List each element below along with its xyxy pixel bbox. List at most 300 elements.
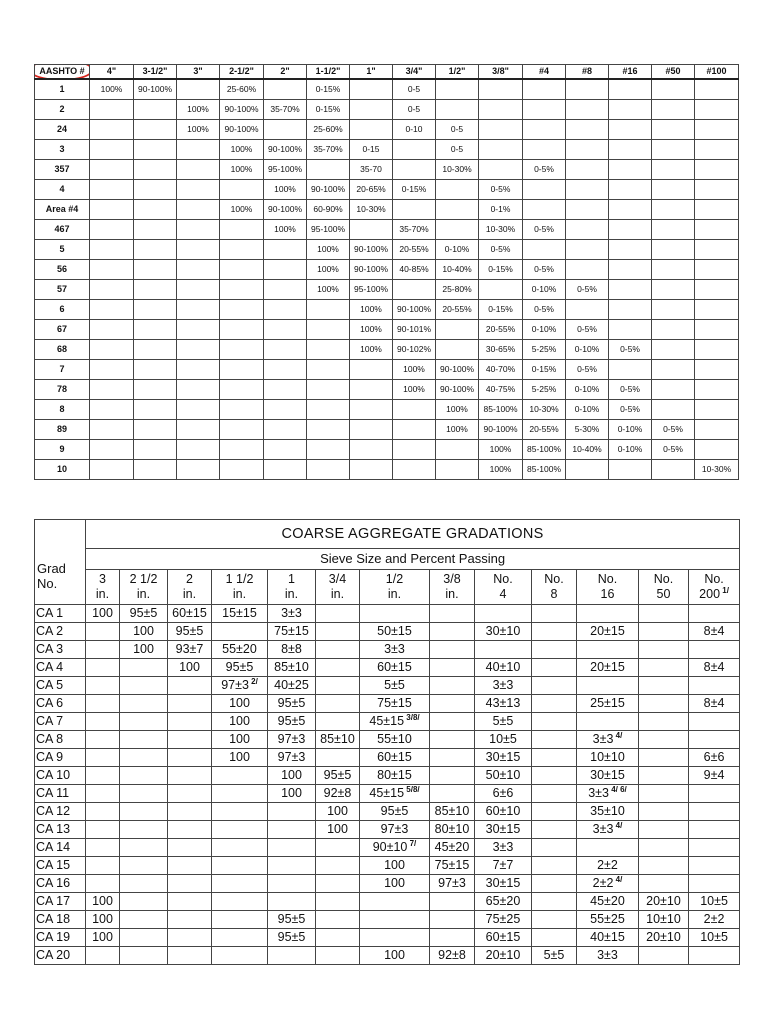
percent-cell bbox=[523, 180, 566, 200]
table-row bbox=[35, 360, 739, 380]
percent-cell bbox=[695, 180, 739, 200]
percent-passing-cell bbox=[532, 659, 577, 677]
percent-passing-cell: 95±5 bbox=[268, 695, 316, 713]
percent-passing-cell bbox=[316, 713, 360, 731]
aashto-number-cell: 6 bbox=[35, 300, 90, 320]
percent-cell: 0-15% bbox=[393, 180, 436, 200]
percent-cell: 35-70% bbox=[307, 140, 350, 160]
percent-cell bbox=[523, 100, 566, 120]
percent-cell bbox=[652, 160, 695, 180]
percent-passing-cell bbox=[120, 659, 168, 677]
percent-cell bbox=[652, 240, 695, 260]
percent-passing-cell bbox=[532, 821, 577, 839]
percent-passing-cell bbox=[212, 821, 268, 839]
percent-passing-cell bbox=[212, 857, 268, 875]
table-row bbox=[35, 320, 739, 340]
percent-cell bbox=[177, 300, 220, 320]
sieve-size-top: 3/4 bbox=[328, 572, 347, 586]
percent-passing-cell: 45±20 bbox=[577, 893, 639, 911]
percent-cell: 25-80% bbox=[436, 280, 479, 300]
percent-cell: 100% bbox=[350, 300, 393, 320]
percent-passing-cell bbox=[577, 677, 639, 695]
aashto-number-cell: 56 bbox=[35, 260, 90, 280]
percent-cell: 25-60% bbox=[307, 120, 350, 140]
percent-cell bbox=[134, 420, 177, 440]
sieve-size-bottom: in. bbox=[182, 587, 197, 601]
percent-cell bbox=[652, 260, 695, 280]
sieve-column-header: #8 bbox=[566, 65, 609, 80]
percent-cell bbox=[90, 240, 134, 260]
aashto-number-cell: 78 bbox=[35, 380, 90, 400]
percent-passing-cell bbox=[639, 803, 689, 821]
percent-cell bbox=[134, 440, 177, 460]
aashto-number-cell: Area #4 bbox=[35, 200, 90, 220]
sieve-column-header: #50 bbox=[652, 65, 695, 80]
sieve-column-header: 4" bbox=[90, 65, 134, 80]
sieve-column-header: 2" bbox=[264, 65, 307, 80]
percent-cell: 0-5% bbox=[652, 420, 695, 440]
percent-passing-cell bbox=[168, 857, 212, 875]
percent-passing-cell bbox=[168, 677, 212, 695]
percent-cell bbox=[264, 120, 307, 140]
percent-passing-cell bbox=[86, 857, 120, 875]
percent-cell: 0-5% bbox=[566, 320, 609, 340]
percent-cell: 0-10% bbox=[523, 320, 566, 340]
percent-cell bbox=[264, 360, 307, 380]
sieve-size-top: No. bbox=[597, 572, 618, 586]
percent-cell: 20-55% bbox=[393, 240, 436, 260]
percent-passing-cell bbox=[639, 821, 689, 839]
percent-cell: 95-100% bbox=[307, 220, 350, 240]
percent-passing-cell bbox=[639, 857, 689, 875]
percent-passing-cell bbox=[475, 641, 532, 659]
percent-cell bbox=[220, 300, 264, 320]
sieve-size-top: 1 bbox=[288, 572, 295, 586]
percent-passing-cell: 6±6 bbox=[689, 749, 740, 767]
percent-cell bbox=[220, 400, 264, 420]
percent-passing-cell: 100 bbox=[212, 713, 268, 731]
percent-cell bbox=[90, 380, 134, 400]
grad-blank-cell bbox=[35, 520, 86, 549]
percent-cell bbox=[134, 220, 177, 240]
sieve-column-header: 3" bbox=[177, 65, 220, 80]
percent-passing-cell: 60±10 bbox=[475, 803, 532, 821]
sieve-size-top: No. bbox=[544, 572, 564, 586]
percent-cell: 60-90% bbox=[307, 200, 350, 220]
percent-passing-cell: 10±10 bbox=[639, 911, 689, 929]
aashto-number-cell: 10 bbox=[35, 460, 90, 480]
percent-passing-cell: 5±5 bbox=[475, 713, 532, 731]
percent-cell: 0-5% bbox=[652, 440, 695, 460]
percent-cell bbox=[566, 120, 609, 140]
percent-cell bbox=[609, 100, 652, 120]
percent-cell bbox=[307, 340, 350, 360]
percent-passing-cell bbox=[360, 929, 430, 947]
sieve-size-bottom: in. bbox=[136, 587, 151, 601]
percent-passing-cell: 25±15 bbox=[577, 695, 639, 713]
table-row bbox=[35, 929, 740, 947]
table-row bbox=[35, 300, 739, 320]
table-row bbox=[35, 605, 740, 623]
percent-passing-cell: 45±20 bbox=[430, 839, 475, 857]
percent-passing-cell bbox=[86, 677, 120, 695]
sieve-size-bottom: 4 bbox=[499, 587, 507, 601]
percent-passing-cell: 75±15 bbox=[430, 857, 475, 875]
percent-cell bbox=[695, 280, 739, 300]
percent-passing-cell: 100 bbox=[86, 929, 120, 947]
percent-passing-cell bbox=[577, 605, 639, 623]
percent-passing-cell bbox=[168, 767, 212, 785]
percent-cell bbox=[609, 180, 652, 200]
sieve-column-header: 3/8" bbox=[479, 65, 523, 80]
percent-passing-cell: 30±15 bbox=[475, 749, 532, 767]
percent-cell bbox=[264, 440, 307, 460]
aashto-number-cell: 1 bbox=[35, 79, 90, 100]
percent-cell: 100% bbox=[264, 220, 307, 240]
percent-cell bbox=[695, 220, 739, 240]
percent-cell bbox=[652, 400, 695, 420]
sieve-size-bottom: in. bbox=[330, 587, 345, 601]
percent-passing-cell: 100 bbox=[212, 731, 268, 749]
percent-cell: 0-5% bbox=[523, 260, 566, 280]
percent-cell bbox=[220, 240, 264, 260]
percent-cell bbox=[90, 100, 134, 120]
sieve-size-header bbox=[86, 570, 120, 605]
aashto-number-cell: 24 bbox=[35, 120, 90, 140]
percent-passing-cell bbox=[86, 839, 120, 857]
percent-cell: 0-10% bbox=[566, 340, 609, 360]
percent-cell bbox=[393, 400, 436, 420]
percent-cell bbox=[220, 380, 264, 400]
percent-passing-cell: 93±7 bbox=[168, 641, 212, 659]
percent-cell: 0-10% bbox=[523, 280, 566, 300]
sieve-column-header: 2-1/2" bbox=[220, 65, 264, 80]
percent-cell bbox=[177, 160, 220, 180]
percent-cell: 90-100% bbox=[479, 420, 523, 440]
percent-cell bbox=[609, 460, 652, 480]
sieve-size-header bbox=[168, 570, 212, 605]
percent-passing-cell bbox=[86, 731, 120, 749]
percent-cell bbox=[436, 200, 479, 220]
percent-cell bbox=[90, 320, 134, 340]
percent-passing-cell bbox=[639, 767, 689, 785]
percent-passing-cell: 20±10 bbox=[639, 929, 689, 947]
sieve-column-header: #16 bbox=[609, 65, 652, 80]
percent-passing-cell: 30±15 bbox=[475, 821, 532, 839]
percent-cell: 100% bbox=[479, 460, 523, 480]
percent-cell bbox=[479, 79, 523, 100]
percent-passing-cell bbox=[639, 749, 689, 767]
percent-passing-cell bbox=[316, 695, 360, 713]
percent-cell bbox=[436, 180, 479, 200]
percent-cell: 0-15% bbox=[307, 100, 350, 120]
percent-passing-cell bbox=[532, 803, 577, 821]
percent-passing-cell bbox=[86, 749, 120, 767]
percent-passing-cell bbox=[212, 893, 268, 911]
percent-passing-cell bbox=[316, 659, 360, 677]
percent-passing-cell bbox=[120, 695, 168, 713]
sieve-size-bottom: in. bbox=[95, 587, 110, 601]
percent-cell: 10-40% bbox=[436, 260, 479, 280]
percent-cell bbox=[566, 300, 609, 320]
percent-cell bbox=[134, 320, 177, 340]
percent-cell: 0-10% bbox=[609, 440, 652, 460]
percent-cell: 20-65% bbox=[350, 180, 393, 200]
percent-cell bbox=[609, 280, 652, 300]
percent-cell bbox=[134, 180, 177, 200]
percent-cell bbox=[264, 79, 307, 100]
percent-passing-cell bbox=[86, 713, 120, 731]
percent-cell bbox=[220, 440, 264, 460]
percent-cell: 0-10% bbox=[566, 380, 609, 400]
percent-passing-cell bbox=[212, 785, 268, 803]
percent-cell: 40-75% bbox=[479, 380, 523, 400]
percent-passing-cell: 40±15 bbox=[577, 929, 639, 947]
percent-passing-cell bbox=[168, 695, 212, 713]
percent-cell bbox=[90, 340, 134, 360]
percent-passing-cell: 95±5 bbox=[268, 713, 316, 731]
percent-cell: 30-65% bbox=[479, 340, 523, 360]
percent-passing-cell: 100 bbox=[120, 641, 168, 659]
percent-passing-cell: 100 bbox=[86, 605, 120, 623]
sieve-column-header: 1/2" bbox=[436, 65, 479, 80]
percent-passing-cell bbox=[532, 875, 577, 893]
sieve-size-bottom: 50 bbox=[656, 587, 671, 601]
percent-cell bbox=[479, 160, 523, 180]
percent-passing-cell bbox=[316, 839, 360, 857]
percent-passing-cell bbox=[86, 767, 120, 785]
percent-passing-cell bbox=[168, 821, 212, 839]
percent-cell bbox=[134, 340, 177, 360]
percent-cell bbox=[220, 280, 264, 300]
grad-no-header: Grad No. bbox=[35, 549, 86, 605]
percent-cell: 0-5% bbox=[566, 360, 609, 380]
percent-cell bbox=[350, 100, 393, 120]
percent-cell bbox=[566, 100, 609, 120]
percent-cell bbox=[90, 400, 134, 420]
table-row bbox=[35, 713, 740, 731]
percent-passing-cell: 40±10 bbox=[475, 659, 532, 677]
percent-passing-cell bbox=[120, 911, 168, 929]
percent-cell: 0-5% bbox=[609, 380, 652, 400]
aashto-number-cell: 5 bbox=[35, 240, 90, 260]
percent-cell bbox=[609, 240, 652, 260]
percent-passing-cell: 100 bbox=[120, 623, 168, 641]
percent-cell: 0-15 bbox=[350, 140, 393, 160]
percent-passing-cell bbox=[639, 875, 689, 893]
percent-cell bbox=[566, 200, 609, 220]
percent-cell: 100% bbox=[264, 180, 307, 200]
percent-cell: 20-55% bbox=[523, 420, 566, 440]
aashto-number-cell: 3 bbox=[35, 140, 90, 160]
grad-number-cell: CA 19 bbox=[35, 929, 86, 947]
percent-cell: 0-5 bbox=[393, 79, 436, 100]
percent-cell: 0-1% bbox=[479, 200, 523, 220]
percent-cell bbox=[652, 360, 695, 380]
table-row bbox=[35, 260, 739, 280]
percent-passing-cell bbox=[430, 785, 475, 803]
percent-cell bbox=[652, 79, 695, 100]
sieve-size-top: 2 1/2 bbox=[129, 572, 158, 586]
percent-passing-cell bbox=[689, 857, 740, 875]
percent-cell: 100% bbox=[436, 420, 479, 440]
percent-cell bbox=[90, 440, 134, 460]
percent-cell bbox=[220, 340, 264, 360]
percent-cell: 90-101% bbox=[393, 320, 436, 340]
percent-cell: 100% bbox=[220, 160, 264, 180]
percent-cell bbox=[652, 340, 695, 360]
table-row bbox=[35, 839, 740, 857]
percent-passing-cell bbox=[212, 875, 268, 893]
percent-cell bbox=[652, 460, 695, 480]
percent-passing-cell: 80±10 bbox=[430, 821, 475, 839]
percent-passing-cell bbox=[639, 605, 689, 623]
percent-passing-cell: 85±10 bbox=[430, 803, 475, 821]
percent-passing-cell bbox=[689, 803, 740, 821]
percent-cell: 85-100% bbox=[523, 440, 566, 460]
percent-cell: 90-100% bbox=[220, 120, 264, 140]
percent-cell bbox=[350, 400, 393, 420]
percent-cell: 0-5 bbox=[393, 100, 436, 120]
percent-passing-cell: 92±8 bbox=[430, 947, 475, 965]
percent-cell bbox=[695, 400, 739, 420]
percent-passing-cell: 100 bbox=[268, 767, 316, 785]
aashto-number-cell: 67 bbox=[35, 320, 90, 340]
percent-passing-cell: 100 bbox=[268, 785, 316, 803]
percent-cell bbox=[436, 440, 479, 460]
sieve-column-header: #4 bbox=[523, 65, 566, 80]
percent-cell bbox=[566, 260, 609, 280]
percent-passing-cell: 75±15 bbox=[360, 695, 430, 713]
percent-cell bbox=[350, 380, 393, 400]
percent-cell bbox=[652, 280, 695, 300]
highlight-circle bbox=[35, 65, 90, 80]
table-title: COARSE AGGREGATE GRADATIONS bbox=[86, 520, 740, 549]
sieve-size-bottom: 16 bbox=[600, 587, 615, 601]
percent-cell bbox=[393, 440, 436, 460]
table-row bbox=[35, 200, 739, 220]
table-row bbox=[35, 100, 739, 120]
percent-cell bbox=[436, 220, 479, 240]
percent-passing-cell: 97±3 bbox=[268, 731, 316, 749]
percent-passing-cell bbox=[316, 605, 360, 623]
percent-passing-cell: 35±10 bbox=[577, 803, 639, 821]
percent-passing-cell bbox=[577, 839, 639, 857]
percent-cell bbox=[90, 460, 134, 480]
table-row bbox=[35, 460, 739, 480]
percent-passing-cell: 100 bbox=[212, 749, 268, 767]
percent-passing-cell: 55±10 bbox=[360, 731, 430, 749]
percent-passing-cell: 97±3 bbox=[430, 875, 475, 893]
table-row bbox=[35, 623, 740, 641]
percent-cell: 10-30% bbox=[436, 160, 479, 180]
percent-cell: 10-30% bbox=[479, 220, 523, 240]
percent-cell: 0-10% bbox=[436, 240, 479, 260]
percent-passing-cell: 9±4 bbox=[689, 767, 740, 785]
percent-cell bbox=[609, 79, 652, 100]
percent-cell bbox=[609, 220, 652, 240]
sieve-size-header bbox=[268, 570, 316, 605]
table-row bbox=[35, 803, 740, 821]
table-row bbox=[35, 120, 739, 140]
percent-passing-cell bbox=[639, 677, 689, 695]
percent-passing-cell bbox=[689, 875, 740, 893]
percent-passing-cell: 55±20 bbox=[212, 641, 268, 659]
percent-cell: 85-100% bbox=[479, 400, 523, 420]
sieve-size-header bbox=[120, 570, 168, 605]
percent-cell bbox=[436, 79, 479, 100]
percent-passing-cell: 3±3 $^{4/}$ bbox=[577, 731, 639, 749]
percent-passing-cell bbox=[212, 947, 268, 965]
percent-cell: 5-25% bbox=[523, 340, 566, 360]
percent-cell bbox=[177, 140, 220, 160]
percent-cell bbox=[307, 160, 350, 180]
table-row bbox=[35, 767, 740, 785]
percent-cell bbox=[652, 200, 695, 220]
percent-passing-cell bbox=[268, 857, 316, 875]
percent-cell bbox=[695, 340, 739, 360]
percent-cell: 5-25% bbox=[523, 380, 566, 400]
aashto-number-cell: 8 bbox=[35, 400, 90, 420]
percent-cell: 0-5 bbox=[436, 120, 479, 140]
percent-cell bbox=[436, 100, 479, 120]
percent-cell: 0-15% bbox=[479, 300, 523, 320]
table-row bbox=[35, 140, 739, 160]
percent-cell bbox=[177, 420, 220, 440]
percent-cell bbox=[177, 460, 220, 480]
percent-cell bbox=[609, 160, 652, 180]
footnote-marker: 3/8/ bbox=[404, 712, 420, 722]
percent-cell: 0-5% bbox=[566, 280, 609, 300]
percent-cell bbox=[264, 280, 307, 300]
percent-passing-cell bbox=[212, 911, 268, 929]
percent-cell bbox=[264, 300, 307, 320]
percent-passing-cell bbox=[532, 893, 577, 911]
percent-passing-cell bbox=[532, 857, 577, 875]
aashto-table-body bbox=[35, 79, 739, 480]
sieve-size-header bbox=[430, 570, 475, 605]
percent-cell: 100% bbox=[350, 320, 393, 340]
percent-cell bbox=[652, 120, 695, 140]
percent-cell: 100% bbox=[393, 360, 436, 380]
percent-cell bbox=[393, 280, 436, 300]
percent-cell bbox=[177, 200, 220, 220]
percent-cell bbox=[436, 340, 479, 360]
table-row bbox=[35, 220, 739, 240]
percent-cell bbox=[609, 320, 652, 340]
percent-cell: 85-100% bbox=[523, 460, 566, 480]
percent-passing-cell: 8±4 bbox=[689, 623, 740, 641]
sieve-size-top: 1/2 bbox=[385, 572, 404, 586]
percent-passing-cell: 7±7 bbox=[475, 857, 532, 875]
percent-passing-cell bbox=[360, 605, 430, 623]
percent-passing-cell bbox=[430, 713, 475, 731]
percent-cell bbox=[264, 320, 307, 340]
percent-passing-cell bbox=[532, 731, 577, 749]
sieve-column-header: 1" bbox=[350, 65, 393, 80]
percent-passing-cell: 60±15 bbox=[168, 605, 212, 623]
percent-cell bbox=[566, 180, 609, 200]
percent-cell bbox=[264, 380, 307, 400]
percent-cell bbox=[177, 180, 220, 200]
percent-passing-cell: 20±15 bbox=[577, 623, 639, 641]
percent-passing-cell bbox=[316, 857, 360, 875]
grad-number-cell: CA 9 bbox=[35, 749, 86, 767]
percent-cell bbox=[134, 140, 177, 160]
percent-cell bbox=[220, 220, 264, 240]
percent-cell: 100% bbox=[479, 440, 523, 460]
percent-cell bbox=[479, 280, 523, 300]
